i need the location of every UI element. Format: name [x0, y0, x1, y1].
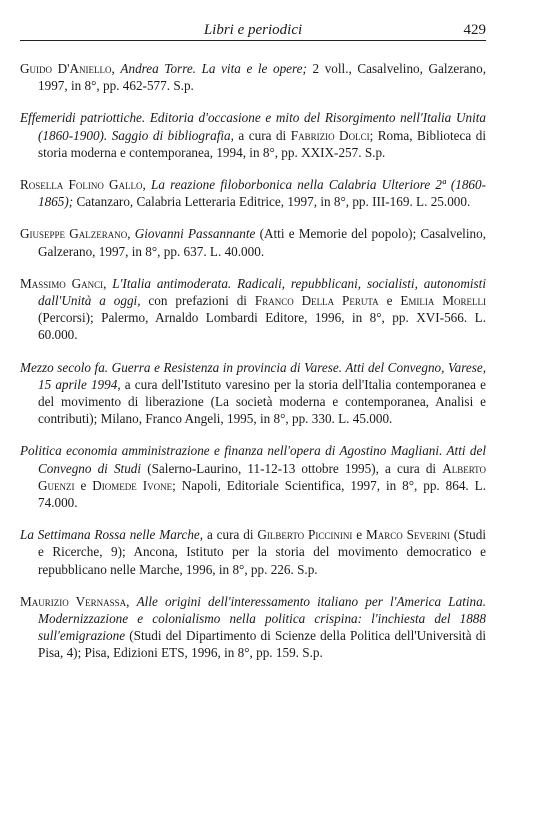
running-title: Libri e periodici	[203, 22, 303, 38]
entry-text: e	[356, 527, 363, 543]
entry-title: Effemeridi patriottiche. Editoria d'occasione e mito del Risorgimento nell'Italia Unita (1860-1900). Saggio di bibliografia,	[20, 110, 486, 143]
entry-text: e	[80, 477, 87, 493]
entry-title: L'Italia antimoderata. Radicali, repubblicani, socialisti, autonomisti dall'Unità a oggi,	[38, 275, 487, 309]
entry-text: a cura di	[238, 127, 287, 143]
page-header	[20, 22, 486, 41]
entry-text: (Salerno-Laurino, 11-12-13 ottobre 1995), a cura di	[147, 460, 437, 476]
entry-title: La reazione filoborbonica nella Calabria Ulteriore 2ª (1860-1865);	[38, 177, 487, 210]
entry-author: Maurizio Vernassa,	[20, 593, 130, 609]
entry-details: (Studi del Dipartimento di Scienze della Politica dell'Università di Pisa, 4); Pisa, Edizioni ETS, 1996, in 8°, pp. 159. S.p.	[38, 628, 486, 661]
entry-title: Politica economia amministrazione e finanza nell'opera di Agostino Magliani. Atti del Convegno di Studi	[20, 443, 486, 476]
bibliography-list	[20, 60, 486, 677]
entry-editor: Marco Severini	[365, 527, 450, 543]
entry-editor: Diomede Ivone;	[92, 477, 176, 493]
entry-author: Giuseppe Galzerano,	[20, 226, 131, 242]
bibliography-entry	[20, 442, 486, 511]
entry-text: e	[386, 293, 393, 309]
entry-title: Alle origini dell'interessamento italiano per l'America Latina. Modernizzazione e colonialismo nella politica crispina: l'inchiesta del 1888 sull'emigrazione	[38, 593, 487, 644]
entry-details: (Atti e Memorie del popolo); Casalvelino, Galzerano, 1997, in 8°, pp. 637. L. 40.000.	[38, 226, 486, 259]
entry-author: Massimo Ganci,	[20, 275, 107, 291]
bibliography-entry	[20, 225, 486, 259]
page-number: 429	[463, 22, 486, 38]
entry-editor: Alberto Guenzi	[38, 460, 487, 493]
bibliography-entry	[20, 60, 486, 94]
entry-editor: Franco Della Peruta	[254, 293, 379, 309]
bibliography-entry	[20, 359, 486, 428]
entry-editor: Emilia Morelli	[400, 293, 487, 309]
entry-text: a cura di	[206, 527, 254, 543]
bibliography-entry	[20, 593, 486, 662]
entry-editor: Fabrizio Dolci;	[290, 127, 374, 143]
bibliography-entry	[20, 526, 486, 578]
entry-author: Guido D'Aniello,	[20, 61, 115, 76]
entry-title: Giovanni Passannante	[134, 226, 256, 242]
entry-title: Andrea Torre. La vita e le opere;	[120, 61, 307, 76]
entry-details: Catanzaro, Calabria Letteraria Editrice, 1997, in 8°, pp. III-169. L. 25.000.	[76, 194, 471, 210]
bibliography-entry	[20, 109, 486, 161]
entry-editor: Gilberto Piccinini	[257, 527, 353, 543]
entry-details: Roma, Biblioteca di storia moderna e contemporanea, 1994, in 8°, pp. XXIX-257. S.p.	[38, 127, 486, 160]
entry-text: con prefazioni di	[148, 293, 247, 309]
entry-details: Napoli, Editoriale Scientifica, 1997, in 8°, pp. 864. L. 74.000.	[38, 477, 487, 511]
entry-details: 2 voll., Casalvelino, Galzerano, 1997, in 8°, pp. 462-577. S.p.	[38, 61, 487, 94]
entry-author: Rosella Folino Gallo,	[20, 177, 146, 193]
entry-details: (Studi e Ricerche, 9); Ancona, Istituto per la storia del movimento democratico e repubblicano nelle Marche, 1996, in 8°, pp. 226. S.p.	[38, 527, 487, 577]
entry-details: (Percorsi); Palermo, Arnaldo Lombardi Editore, 1996, in 8°, pp. XVI-566. L. 60.000.	[38, 310, 486, 343]
entry-details: a cura dell'Istituto varesino per la storia dell'Italia contemporanea e del movimento di liberazione (La società moderna e contemporanea, Analisi e contributi); Milano, Franco Angeli, 1995, in 8°, pp. 330. L. 45.000.	[38, 376, 486, 427]
bibliography-entry	[20, 176, 486, 210]
entry-title: La Settimana Rossa nelle Marche,	[20, 527, 204, 543]
entry-title: Mezzo secolo fa. Guerra e Resistenza in provincia di Varese. Atti del Convegno, Varese, 15 aprile 1994,	[20, 359, 486, 392]
bibliography-entry	[20, 275, 486, 344]
